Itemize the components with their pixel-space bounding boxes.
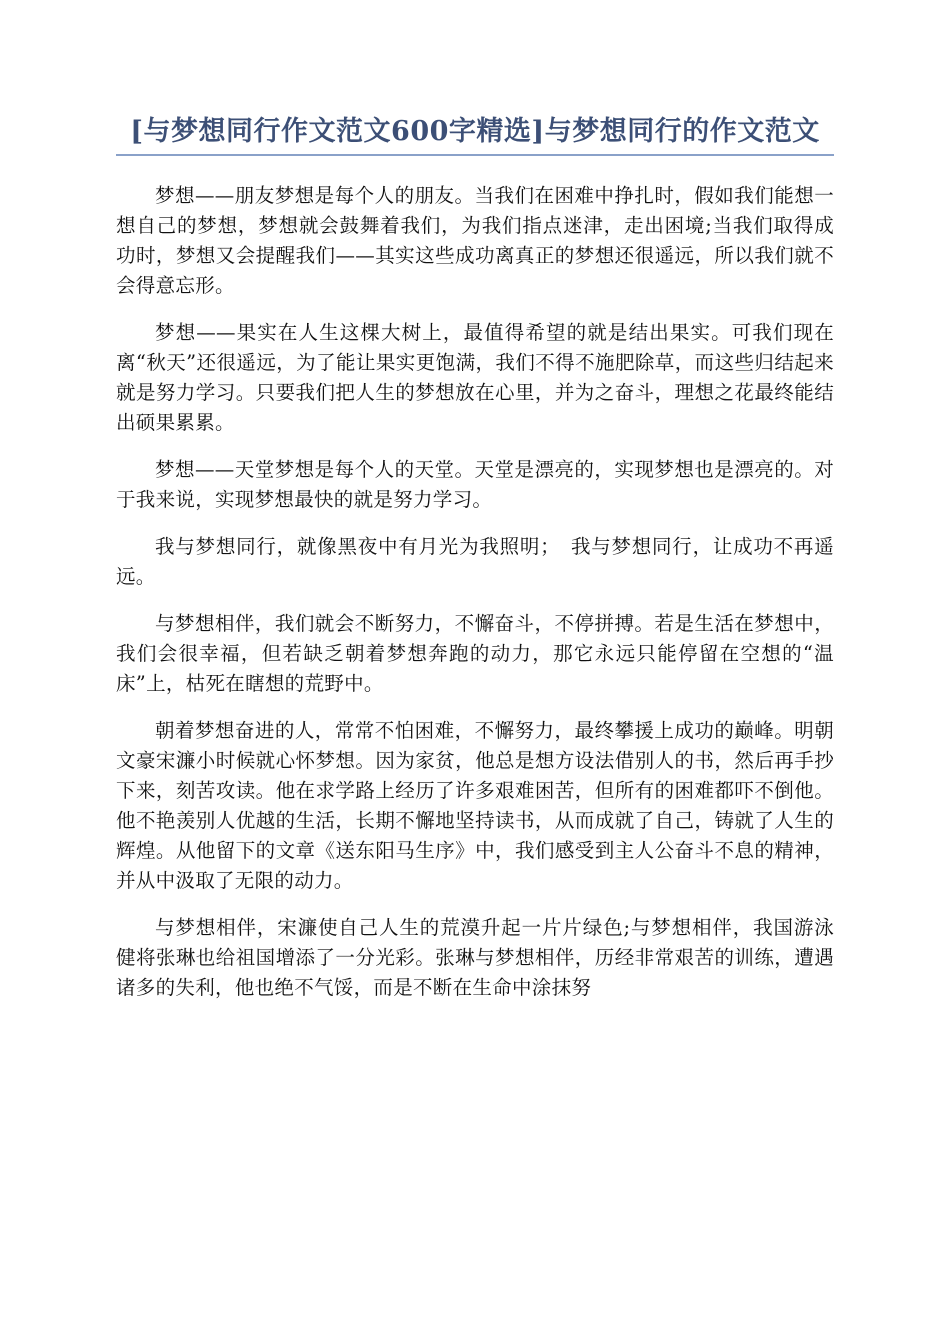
paragraph-1: 梦想——朋友梦想是每个人的朋友。当我们在困难中挣扎时，假如我们能想一想自己的梦想，梦想就会鼓舞着我们，为我们指点迷津，走出困境;当我们取得成功时，梦想又会提醒我们——其实这些成功离真正的梦想还很遥远，所以我们就不会得意忘形。: [116, 184, 834, 297]
paragraph-4: 我与梦想同行，就像黑夜中有月光为我照明； 我与梦想同行，让成功不再遥远。: [116, 535, 834, 588]
title-divider: [116, 154, 834, 156]
document-page: [116, 0, 834, 1020]
document-body: [116, 181, 834, 1003]
paragraph-2: 梦想——果实在人生这棵大树上，最值得希望的就是结出果实。可我们现在离“秋天”还很遥远，为了能让果实更饱满，我们不得不施肥除草，而这些归结起来就是努力学习。只要我们把人生的梦想放在心里，并为之奋斗，理想之花最终能结出硕果累累。: [116, 321, 834, 434]
paragraph-7: 与梦想相伴，宋濂使自己人生的荒漠升起一片片绿色;与梦想相伴，我国游泳健将张琳也给祖国增添了一分光彩。张琳与梦想相伴，历经非常艰苦的训练，遭遇诸多的失利，他也绝不气馁，而是不断在生命中涂抹努: [116, 916, 834, 999]
paragraph-6: 朝着梦想奋进的人，常常不怕困难，不懈努力，最终攀援上成功的巅峰。明朝文豪宋濂小时候就心怀梦想。因为家贫，他总是想方设法借别人的书，然后再手抄下来，刻苦攻读。他在求学路上经历了许多艰难困苦，但所有的困难都吓不倒他。他不艳羡别人优越的生活，长期不懈地坚持读书，从而成就了自己，铸就了人生的辉煌。从他留下的文章《送东阳马生序》中，我们感受到主人公奋斗不息的精神，并从中汲取了无限的动力。: [116, 719, 834, 892]
document-title: [与梦想同行作文范文600字精选]与梦想同行的作文范文: [130, 116, 820, 147]
paragraph-3: 梦想——天堂梦想是每个人的天堂。天堂是漂亮的，实现梦想也是漂亮的。对于我来说，实现梦想最快的就是努力学习。: [116, 458, 834, 511]
paragraph-5: 与梦想相伴，我们就会不断努力，不懈奋斗，不停拼搏。若是生活在梦想中，我们会很幸福，但若缺乏朝着梦想奔跑的动力，那它永远只能停留在空想的“温床”上，枯死在瞎想的荒野中。: [116, 612, 834, 695]
